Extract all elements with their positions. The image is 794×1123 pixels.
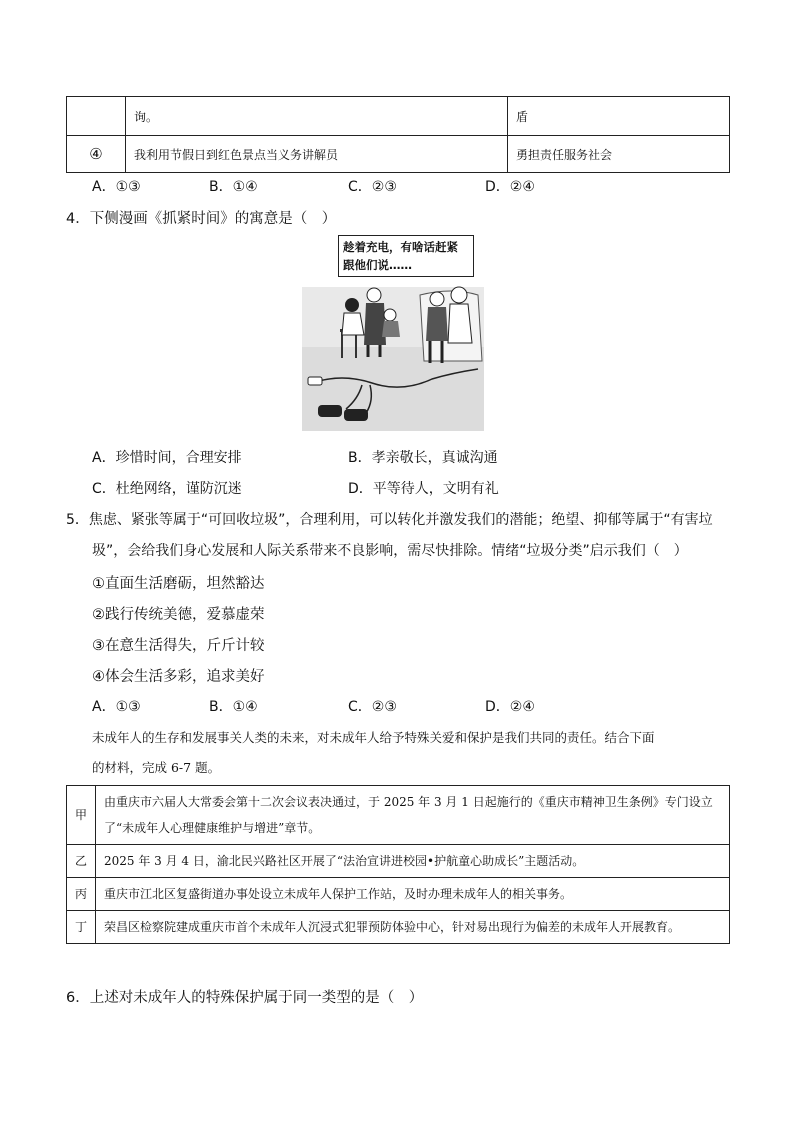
table-row [67, 136, 730, 173]
material-key: 甲 [67, 786, 96, 845]
row-number [67, 97, 126, 136]
q6-stem: 6．上述对未成年人的特殊保护属于同一类型的是（ ） [66, 990, 424, 1006]
bubble-line-1: 趁着充电，有啥话赶紧 [343, 240, 458, 254]
q5-stem-line2: 圾”，会给我们身心发展和人际关系带来不良影响，需尽快排除。情绪“垃圾分类”启示我们（ ） [92, 543, 688, 559]
material-text: 重庆市江北区复盛街道办事处设立未成年人保护工作站，及时办理未成年人的相关事务。 [96, 878, 730, 911]
option-a[interactable]: A．珍惜时间，合理安排 [92, 450, 242, 466]
option-b[interactable]: B．①④ [209, 699, 258, 715]
q4-stem: 4．下侧漫画《抓紧时间》的寓意是（ ） [66, 211, 337, 227]
intro-line-1: 未成年人的生存和发展事关人类的未来，对未成年人给予特殊关爱和保护是我们共同的责任。结合下面 [92, 730, 655, 745]
row-meaning: 盾 [508, 97, 730, 136]
option-a[interactable]: A．①③ [92, 699, 141, 715]
option-c[interactable]: C．②③ [348, 179, 397, 195]
q5-item-3: ③在意生活得失，斤斤计较 [92, 638, 265, 654]
intro-line-2: 的材料，完成 6-7 题。 [92, 760, 221, 775]
table-row [67, 845, 730, 878]
materials-table [66, 785, 730, 944]
speech-bubble [338, 235, 474, 277]
option-c[interactable]: C．杜绝网络，谨防沉迷 [92, 481, 242, 497]
q3-table [66, 96, 730, 173]
option-d[interactable]: D．平等待人，文明有礼 [348, 481, 499, 497]
row-number: ④ [67, 136, 126, 173]
row-meaning: 勇担责任服务社会 [508, 136, 730, 173]
material-text: 荣昌区检察院建成重庆市首个未成年人沉浸式犯罪预防体验中心，针对易出现行为偏差的未成年人开展教育。 [96, 911, 730, 944]
row-action: 我利用节假日到红色景点当义务讲解员 [126, 136, 508, 173]
table-row [67, 786, 730, 845]
material-key: 丁 [67, 911, 96, 944]
option-b[interactable]: B．孝亲敬长，真诚沟通 [348, 450, 498, 466]
material-key: 乙 [67, 845, 96, 878]
q5-item-1: ①直面生活磨砺，坦然豁达 [92, 576, 265, 592]
material-text: 2025 年 3 月 4 日，渝北民兴路社区开展了“法治宣讲进校园•护航童心助成长”主题活动。 [96, 845, 730, 878]
option-d[interactable]: D．②④ [485, 179, 535, 195]
material-text: 由重庆市六届人大常委会第十二次会议表决通过，于 2025 年 3 月 1 日起施行的《重庆市精神卫生条例》专门设立了“未成年人心理健康维护与增进”章节。 [96, 786, 730, 845]
option-a[interactable]: A．①③ [92, 179, 141, 195]
q5-item-2: ②践行传统美德，爱慕虚荣 [92, 607, 265, 623]
option-b[interactable]: B．①④ [209, 179, 258, 195]
bubble-line-2: 跟他们说…… [343, 258, 412, 272]
cartoon-image [302, 233, 484, 431]
table-row [67, 911, 730, 944]
material-key: 丙 [67, 878, 96, 911]
row-action: 询。 [126, 97, 508, 136]
table-row [67, 878, 730, 911]
table-row [67, 97, 730, 136]
option-d[interactable]: D．②④ [485, 699, 535, 715]
q5-stem-line1: 5．焦虑、紧张等属于“可回收垃圾”，合理利用，可以转化并激发我们的潜能；绝望、抑郁等属于“有害垃 [66, 512, 713, 528]
option-c[interactable]: C．②③ [348, 699, 397, 715]
q5-item-4: ④体会生活多彩，追求美好 [92, 669, 265, 685]
